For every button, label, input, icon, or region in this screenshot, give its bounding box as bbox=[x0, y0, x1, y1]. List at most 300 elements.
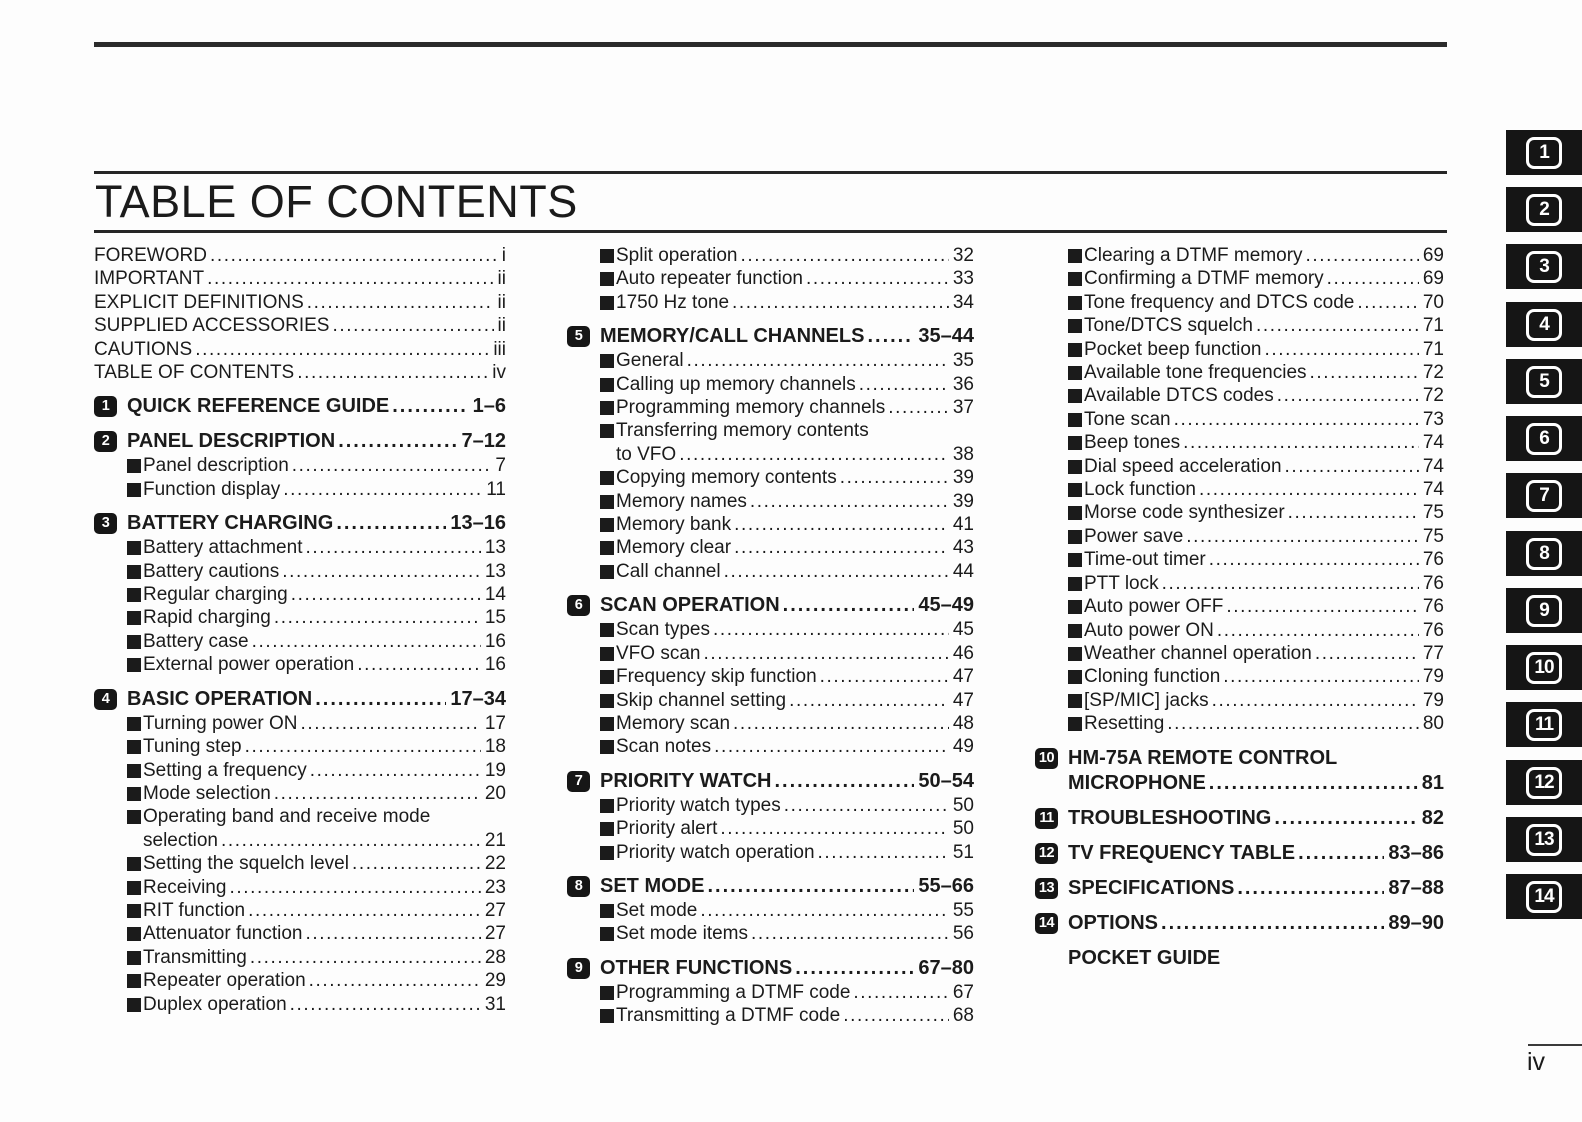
toc-line bbox=[1084, 361, 1444, 384]
bullet-square-icon bbox=[1068, 624, 1082, 638]
entry-label: Confirming a DTMF memory bbox=[1084, 268, 1324, 290]
entry-label: SUPPLIED ACCESSORIES bbox=[94, 315, 330, 337]
toc-line bbox=[1084, 431, 1444, 454]
page-number: 49 bbox=[952, 736, 974, 758]
bullet-square-icon bbox=[1068, 366, 1082, 380]
entry-content bbox=[616, 618, 974, 641]
entry-label: Available DTCS codes bbox=[1084, 385, 1274, 407]
toc-entry bbox=[567, 396, 974, 419]
section-content bbox=[600, 956, 974, 981]
entry-content bbox=[1084, 665, 1444, 688]
entry-label: Beep tones bbox=[1084, 432, 1181, 454]
toc-entry bbox=[1035, 408, 1444, 431]
entry-label: Set mode bbox=[616, 899, 698, 921]
page-number: 76 bbox=[1422, 572, 1444, 594]
front-matter-entry bbox=[94, 314, 506, 337]
toc-entry bbox=[94, 852, 506, 875]
page-number: 41 bbox=[952, 514, 974, 536]
entry-label: Function display bbox=[143, 478, 281, 500]
dot-leader bbox=[840, 466, 949, 489]
page-number: 32 bbox=[952, 245, 974, 266]
entry-content bbox=[143, 899, 506, 922]
entry-content bbox=[1084, 501, 1444, 524]
entry-label: Weather channel operation bbox=[1084, 642, 1312, 664]
toc-section-header bbox=[567, 593, 974, 618]
entry-content bbox=[616, 513, 974, 536]
bullet-square-icon bbox=[600, 904, 614, 918]
bullet-square-icon bbox=[127, 459, 141, 473]
entry-content bbox=[616, 689, 974, 712]
tab-number-badge: 12 bbox=[1526, 767, 1562, 799]
dot-leader bbox=[679, 443, 949, 466]
toc-line bbox=[616, 794, 974, 817]
entry-label: PRIORITY WATCH bbox=[600, 769, 772, 792]
dot-leader bbox=[306, 922, 481, 945]
side-tab-4 bbox=[1506, 302, 1582, 347]
toc-entry bbox=[567, 899, 974, 922]
entry-content bbox=[1084, 525, 1444, 548]
toc-line bbox=[1084, 619, 1444, 642]
entry-label: Clearing a DTMF memory bbox=[1084, 245, 1303, 266]
dot-leader bbox=[843, 1004, 949, 1027]
toc-entry bbox=[1035, 595, 1444, 618]
side-tab-5 bbox=[1506, 359, 1582, 404]
bullet-square-icon bbox=[127, 611, 141, 625]
section-content bbox=[1068, 911, 1444, 936]
entry-label: Lock function bbox=[1084, 479, 1196, 501]
entry-label: Scan notes bbox=[616, 736, 712, 758]
toc-line bbox=[143, 606, 506, 629]
dot-leader bbox=[297, 361, 488, 384]
page-number: 13 bbox=[484, 560, 506, 582]
dot-leader bbox=[1183, 431, 1419, 454]
bullet-square-icon bbox=[1068, 553, 1082, 567]
entry-label: Battery case bbox=[143, 630, 249, 652]
front-matter-entry bbox=[94, 267, 506, 290]
bullet-square-icon bbox=[600, 354, 614, 368]
toc-entry bbox=[1035, 384, 1444, 407]
entry-content bbox=[1084, 291, 1444, 314]
dot-leader bbox=[734, 536, 949, 559]
dot-leader bbox=[1277, 384, 1419, 407]
entry-content bbox=[143, 969, 506, 992]
toc-line bbox=[1068, 946, 1444, 971]
entry-content bbox=[143, 454, 506, 477]
toc-line bbox=[616, 618, 974, 641]
toc-entry bbox=[94, 630, 506, 653]
toc-line bbox=[616, 244, 974, 267]
toc-line bbox=[616, 560, 974, 583]
page-number: 71 bbox=[1422, 315, 1444, 337]
entry-label: Priority watch operation bbox=[616, 841, 815, 863]
page-number: ii bbox=[497, 291, 506, 313]
page-number: 16 bbox=[484, 630, 506, 652]
toc-line bbox=[143, 946, 506, 969]
entry-content bbox=[1084, 478, 1444, 501]
toc-entry bbox=[94, 759, 506, 782]
entry-content bbox=[1084, 267, 1444, 290]
entry-content bbox=[1084, 384, 1444, 407]
entry-label: Memory scan bbox=[616, 712, 731, 734]
toc-entry bbox=[1035, 689, 1444, 712]
bullet-square-icon bbox=[127, 951, 141, 965]
entry-label: External power operation bbox=[143, 654, 355, 676]
dot-leader bbox=[818, 841, 949, 864]
entry-content bbox=[143, 876, 506, 899]
page-number: 74 bbox=[1422, 455, 1444, 477]
toc-entry bbox=[1035, 267, 1444, 290]
entry-label: Mode selection bbox=[143, 782, 271, 804]
tab-number-badge: 2 bbox=[1526, 194, 1562, 226]
bullet-square-icon bbox=[600, 846, 614, 860]
tab-number-badge: 1 bbox=[1526, 137, 1562, 169]
dot-leader bbox=[336, 511, 446, 536]
folio-page-number: iv bbox=[1527, 1048, 1546, 1076]
page-number: 51 bbox=[952, 841, 974, 863]
bullet-square-icon bbox=[127, 565, 141, 579]
toc-line bbox=[143, 712, 506, 735]
toc-line bbox=[616, 443, 974, 466]
entry-content bbox=[1084, 712, 1444, 735]
dot-leader bbox=[707, 874, 914, 899]
bullet-square-icon bbox=[600, 296, 614, 310]
toc-line bbox=[616, 490, 974, 513]
toc-entry bbox=[567, 513, 974, 536]
toc-entry bbox=[94, 712, 506, 735]
bullet-square-icon bbox=[1068, 319, 1082, 333]
page-number: 72 bbox=[1422, 362, 1444, 384]
toc-line bbox=[1084, 642, 1444, 665]
toc-entry bbox=[94, 782, 506, 805]
bullet-square-icon bbox=[127, 881, 141, 895]
dot-leader bbox=[733, 712, 949, 735]
dot-leader bbox=[332, 314, 493, 337]
section-number-badge: 10 bbox=[1035, 748, 1058, 769]
dot-leader bbox=[806, 267, 949, 290]
bullet-square-icon bbox=[600, 518, 614, 532]
entry-label: MEMORY/CALL CHANNELS bbox=[600, 325, 865, 348]
toc-column-2 bbox=[567, 244, 974, 1028]
entry-label: TROUBLESHOOTING bbox=[1068, 806, 1272, 829]
toc-line bbox=[600, 769, 974, 794]
dot-leader bbox=[274, 782, 481, 805]
entry-content bbox=[616, 373, 974, 396]
toc-line bbox=[143, 993, 506, 1016]
dot-leader bbox=[245, 735, 481, 758]
toc-line bbox=[143, 922, 506, 945]
toc-line bbox=[616, 396, 974, 419]
page-number: 71 bbox=[1422, 338, 1444, 360]
toc-line bbox=[616, 373, 974, 396]
toc-entry bbox=[94, 536, 506, 559]
dot-leader bbox=[1310, 361, 1419, 384]
entry-content bbox=[1084, 548, 1444, 571]
page-number: 76 bbox=[1422, 549, 1444, 571]
entry-label: Setting the squelch level bbox=[143, 853, 349, 875]
bullet-square-icon bbox=[1068, 600, 1082, 614]
section-number-badge: 11 bbox=[1035, 808, 1058, 829]
page-number: i bbox=[501, 245, 506, 266]
toc-section-header bbox=[94, 511, 506, 536]
toc-line bbox=[1084, 384, 1444, 407]
page-number: iv bbox=[492, 362, 506, 384]
entry-content bbox=[1084, 689, 1444, 712]
dot-leader bbox=[357, 653, 481, 676]
bullet-square-icon bbox=[1068, 506, 1082, 520]
bullet-square-icon bbox=[127, 974, 141, 988]
entry-content bbox=[616, 244, 974, 267]
toc-section-header bbox=[1035, 946, 1444, 971]
tab-number-badge: 7 bbox=[1526, 480, 1562, 512]
bullet-square-icon bbox=[127, 904, 141, 918]
page-number: 16 bbox=[484, 654, 506, 676]
dot-leader bbox=[703, 642, 948, 665]
page-number: 76 bbox=[1422, 619, 1444, 641]
tab-number-badge: 3 bbox=[1526, 251, 1562, 283]
page-number: 83–86 bbox=[1388, 841, 1444, 864]
entry-label: Rapid charging bbox=[143, 607, 271, 629]
toc-entry bbox=[1035, 478, 1444, 501]
entry-label: 1750 Hz tone bbox=[616, 291, 730, 313]
bullet-square-icon bbox=[1068, 670, 1082, 684]
entry-content bbox=[616, 922, 974, 945]
page-number: 79 bbox=[1422, 689, 1444, 711]
entry-content bbox=[143, 536, 506, 559]
toc-line bbox=[1084, 689, 1444, 712]
page-number: 68 bbox=[952, 1005, 974, 1027]
bullet-square-icon bbox=[127, 810, 141, 824]
toc-entry bbox=[1035, 642, 1444, 665]
toc-section-header bbox=[567, 874, 974, 899]
toc-line bbox=[143, 805, 506, 828]
toc-line bbox=[600, 593, 974, 618]
bullet-square-icon bbox=[1068, 530, 1082, 544]
tab-number-badge: 10 bbox=[1526, 652, 1562, 684]
dot-leader bbox=[250, 946, 481, 969]
section-number-badge: 6 bbox=[567, 595, 590, 616]
toc-line bbox=[143, 478, 506, 501]
page-number: 7 bbox=[495, 455, 506, 477]
dot-leader bbox=[252, 630, 481, 653]
entry-content bbox=[1084, 244, 1444, 267]
entry-label: IMPORTANT bbox=[94, 268, 205, 290]
bullet-square-icon bbox=[600, 424, 614, 438]
dot-leader bbox=[820, 665, 949, 688]
toc-line bbox=[143, 653, 506, 676]
entry-label: Regular charging bbox=[143, 584, 288, 606]
dot-leader bbox=[751, 922, 949, 945]
page-number: 23 bbox=[484, 876, 506, 898]
entry-label: Skip channel setting bbox=[616, 689, 787, 711]
entry-content bbox=[616, 794, 974, 817]
section-number-badge: 8 bbox=[567, 876, 590, 897]
toc-entry bbox=[94, 899, 506, 922]
toc-line bbox=[143, 454, 506, 477]
dot-leader bbox=[309, 969, 481, 992]
toc-entry bbox=[1035, 361, 1444, 384]
bullet-square-icon bbox=[600, 272, 614, 286]
entry-content bbox=[616, 642, 974, 665]
entry-label: Programming memory channels bbox=[616, 397, 886, 419]
toc-line bbox=[1084, 572, 1444, 595]
toc-line bbox=[1084, 267, 1444, 290]
dot-leader bbox=[392, 394, 468, 419]
entry-content bbox=[143, 805, 506, 852]
tab-number-badge: 11 bbox=[1526, 709, 1562, 741]
entry-label: Battery cautions bbox=[143, 560, 280, 582]
toc-line bbox=[1068, 771, 1444, 796]
toc-line bbox=[616, 642, 974, 665]
page-number: 87–88 bbox=[1388, 876, 1444, 899]
toc-entry bbox=[94, 969, 506, 992]
dot-leader bbox=[352, 852, 481, 875]
bullet-square-icon bbox=[600, 740, 614, 754]
entry-label: EXPLICIT DEFINITIONS bbox=[94, 291, 304, 313]
dot-leader bbox=[274, 606, 481, 629]
entry-content bbox=[616, 419, 974, 466]
page-number: 69 bbox=[1422, 245, 1444, 266]
side-tab-9 bbox=[1506, 588, 1582, 633]
side-tab-1 bbox=[1506, 130, 1582, 175]
page-number: 89–90 bbox=[1388, 911, 1444, 934]
page-number: 80 bbox=[1422, 713, 1444, 735]
toc-line bbox=[1068, 806, 1444, 831]
tab-number-badge: 6 bbox=[1526, 423, 1562, 455]
entry-label: Transmitting a DTMF code bbox=[616, 1005, 841, 1027]
page-number: 69 bbox=[1422, 268, 1444, 290]
toc-entry bbox=[567, 560, 974, 583]
bullet-square-icon bbox=[1068, 647, 1082, 661]
page-number: 13 bbox=[484, 537, 506, 559]
bullet-square-icon bbox=[600, 541, 614, 555]
bullet-square-icon bbox=[127, 658, 141, 672]
entry-label: Resetting bbox=[1084, 713, 1165, 735]
toc-line bbox=[616, 466, 974, 489]
page-number: 11 bbox=[486, 478, 506, 500]
section-content bbox=[600, 874, 974, 899]
toc-entry bbox=[567, 536, 974, 559]
entry-content bbox=[616, 1004, 974, 1027]
entry-label: SPECIFICATIONS bbox=[1068, 876, 1235, 899]
toc-line bbox=[616, 419, 974, 442]
page-number: 56 bbox=[952, 923, 974, 945]
toc-entry bbox=[567, 794, 974, 817]
bullet-square-icon bbox=[127, 998, 141, 1012]
page-number: 50–54 bbox=[918, 769, 974, 792]
dot-leader bbox=[783, 593, 915, 618]
entry-label: to VFO bbox=[616, 443, 677, 465]
entry-content bbox=[1084, 572, 1444, 595]
page-number: 72 bbox=[1422, 385, 1444, 407]
dot-leader bbox=[1223, 665, 1419, 688]
toc-line bbox=[600, 956, 974, 981]
toc-line bbox=[1084, 338, 1444, 361]
side-tab-8 bbox=[1506, 531, 1582, 576]
entry-label: Call channel bbox=[616, 560, 721, 582]
entry-label: Attenuator function bbox=[143, 923, 303, 945]
dot-leader bbox=[1288, 501, 1419, 524]
entry-label: Memory names bbox=[616, 490, 747, 512]
bullet-square-icon bbox=[600, 670, 614, 684]
entry-label: Tuning step bbox=[143, 736, 242, 758]
page-number: 21 bbox=[484, 829, 506, 851]
entry-content bbox=[1084, 314, 1444, 337]
section-content bbox=[1068, 876, 1444, 901]
toc-entry bbox=[567, 735, 974, 758]
toc-line bbox=[616, 981, 974, 1004]
entry-label: Time-out timer bbox=[1084, 549, 1206, 571]
entry-content bbox=[143, 993, 506, 1016]
page-number: 17 bbox=[484, 712, 506, 734]
toc-entry bbox=[1035, 501, 1444, 524]
section-number-badge: 3 bbox=[94, 513, 117, 534]
page-number: 13–16 bbox=[450, 512, 506, 535]
page-number: 33 bbox=[952, 268, 974, 290]
dot-leader bbox=[713, 618, 949, 641]
toc-line bbox=[143, 782, 506, 805]
section-content bbox=[127, 511, 506, 536]
dot-leader bbox=[1209, 548, 1419, 571]
dot-leader bbox=[1209, 771, 1418, 796]
entry-content bbox=[616, 396, 974, 419]
footer-rule bbox=[1528, 1044, 1582, 1046]
bullet-square-icon bbox=[1068, 389, 1082, 403]
entry-content bbox=[1084, 361, 1444, 384]
toc-line bbox=[1084, 712, 1444, 735]
toc-line bbox=[1084, 665, 1444, 688]
bullet-square-icon bbox=[127, 764, 141, 778]
toc-entry bbox=[1035, 572, 1444, 595]
toc-line bbox=[143, 759, 506, 782]
dot-leader bbox=[734, 513, 949, 536]
tab-number-badge: 13 bbox=[1526, 824, 1562, 856]
entry-label: Auto power ON bbox=[1084, 619, 1214, 641]
bullet-square-icon bbox=[600, 986, 614, 1000]
side-tab-6 bbox=[1506, 416, 1582, 461]
dot-leader bbox=[1186, 525, 1419, 548]
dot-leader bbox=[732, 291, 949, 314]
dot-leader bbox=[221, 829, 481, 852]
bullet-square-icon bbox=[600, 378, 614, 392]
toc-entry bbox=[567, 419, 974, 466]
toc-section-header bbox=[94, 429, 506, 454]
toc-line bbox=[1084, 314, 1444, 337]
tab-number-badge: 14 bbox=[1526, 881, 1562, 913]
bullet-square-icon bbox=[127, 740, 141, 754]
bullet-square-icon bbox=[1068, 296, 1082, 310]
toc-line bbox=[616, 689, 974, 712]
toc-entry bbox=[567, 1004, 974, 1027]
side-tab-14 bbox=[1506, 874, 1582, 919]
page-number: 74 bbox=[1422, 432, 1444, 454]
section-number-badge: 7 bbox=[567, 771, 590, 792]
title-block bbox=[94, 171, 1447, 233]
page-title: TABLE OF CONTENTS bbox=[95, 176, 578, 227]
toc-entry bbox=[567, 689, 974, 712]
page-number: 67–80 bbox=[918, 956, 974, 979]
bullet-square-icon bbox=[1068, 343, 1082, 357]
entry-content bbox=[143, 630, 506, 653]
entry-label: Auto power OFF bbox=[1084, 596, 1224, 618]
toc-entry bbox=[1035, 619, 1444, 642]
side-tab-10 bbox=[1506, 645, 1582, 690]
entry-label: Operating band and receive mode bbox=[143, 806, 431, 828]
page-number: 27 bbox=[484, 899, 506, 921]
toc-line bbox=[616, 712, 974, 735]
section-content bbox=[1068, 841, 1444, 866]
page-number: 29 bbox=[484, 970, 506, 992]
dot-leader bbox=[687, 349, 949, 372]
